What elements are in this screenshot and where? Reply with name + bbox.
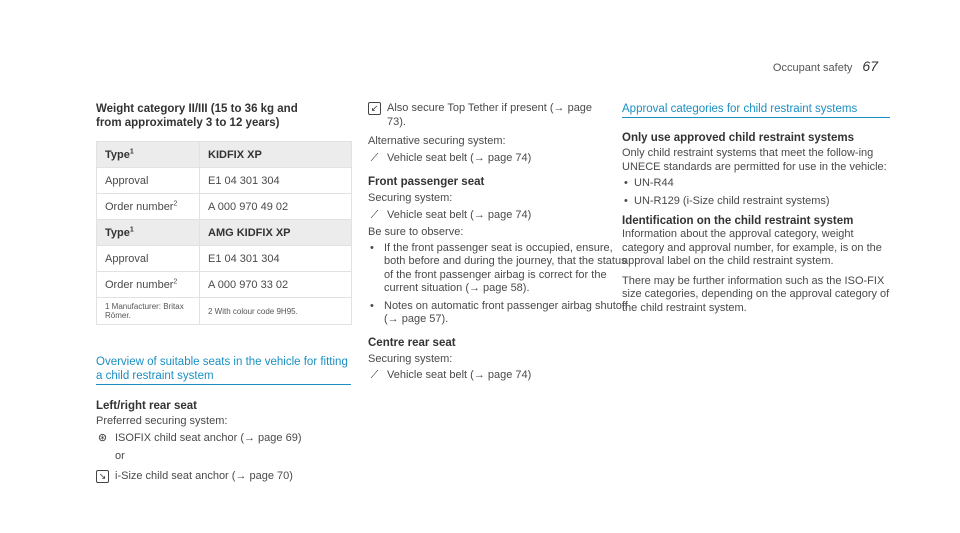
top-tether-text: Also secure Top Tether if present (→ page 73). — [387, 102, 593, 128]
securing-system: Securing system: — [368, 352, 453, 365]
alternative-system: Alternative securing system: — [368, 135, 506, 147]
preferred-system: Preferred securing system: — [96, 415, 228, 427]
table-footnotes: 1 Manufacturer: Britax Römer. 2 With colour code 9H95. — [97, 298, 352, 325]
list-item: • Notes on automatic front passenger airbag shutoff (→ page 57). — [368, 300, 628, 327]
overview-heading: Overview of suitable seats in the vehicle for fitting a child restraint system — [96, 355, 351, 385]
weight-category-heading: Weight category II/III (15 to 36 kg and from approximately 3 to 12 years) — [96, 103, 298, 129]
centre-rear-heading: Centre rear seat — [368, 336, 456, 349]
table-row: Type$^1$ AMG KIDFIX XP — [97, 220, 352, 246]
isofix-text: ISOFIX child seat anchor (→ page 69) — [115, 431, 302, 444]
standards-paragraph: Only child restraint systems that meet the follow-ing UNECE standards are permitted for use in the vehicle: — [622, 147, 887, 173]
list-item: • If the front passenger seat is occupied, ensure, both before and during the journey, that the status of the front passenger airbag is correct for the current situation (→ page 58). — [368, 242, 628, 296]
further-info-paragraph: There may be further information such as the ISO-FIX size categories, depending on the approval category of the child restraint system. — [622, 274, 890, 314]
seat-belt-icon: ⟋ — [370, 208, 379, 221]
column-1 — [96, 102, 351, 483]
list-item: • UN-R44 — [622, 177, 890, 191]
seat-belt-text: Vehicle seat belt (→ page 74) — [387, 369, 532, 381]
left-right-seat-heading: Left/right rear seat — [96, 400, 197, 412]
observe-text: Be sure to observe: — [368, 226, 464, 238]
securing-system: Securing system: — [368, 192, 453, 204]
table-row: Approval E1 04 301 304 — [97, 246, 352, 272]
isize-anchor-icon: ↘ — [96, 470, 109, 483]
list-item: • UN-R129 (i-Size child restraint systems) — [622, 195, 890, 209]
seat-belt-text: Vehicle seat belt (→ page 74) — [387, 151, 532, 164]
approval-categories-heading: Approval categories for child restraint systems — [622, 102, 890, 118]
identification-paragraph: Information about the approval category, weight category and approval number, for example, is on the approval label on the child restraint system. — [622, 228, 882, 267]
column-2 — [368, 102, 628, 383]
column-3 — [622, 102, 890, 315]
or-text: or — [115, 450, 125, 462]
seat-belt-icon: ⟋ — [370, 369, 379, 381]
isofix-anchor-icon: ⊛ — [97, 431, 108, 444]
approved-systems-heading: Only use approved child restraint systems — [622, 132, 854, 144]
table-row: Approval E1 04 301 304 — [97, 168, 352, 194]
page-header — [773, 58, 878, 74]
identification-heading: Identification on the child restraint system — [622, 215, 854, 227]
front-passenger-heading: Front passenger seat — [368, 176, 485, 188]
table-row: Order number$^2$ A 000 970 33 02 — [97, 272, 352, 298]
table-row: Type$^1$ KIDFIX XP — [97, 142, 352, 168]
section-title: Occupant safety — [772, 62, 853, 74]
top-tether-icon: ↙ — [368, 102, 381, 115]
table-row: Order number$^2$ A 000 970 49 02 — [97, 194, 352, 220]
isize-text: i-Size child seat anchor (→ page 70) — [115, 469, 293, 482]
page-number: 67 — [862, 58, 878, 74]
product-table — [96, 141, 352, 325]
seat-belt-text: Vehicle seat belt (→ page 74) — [387, 208, 532, 221]
seat-belt-icon: ⟋ — [370, 151, 379, 164]
